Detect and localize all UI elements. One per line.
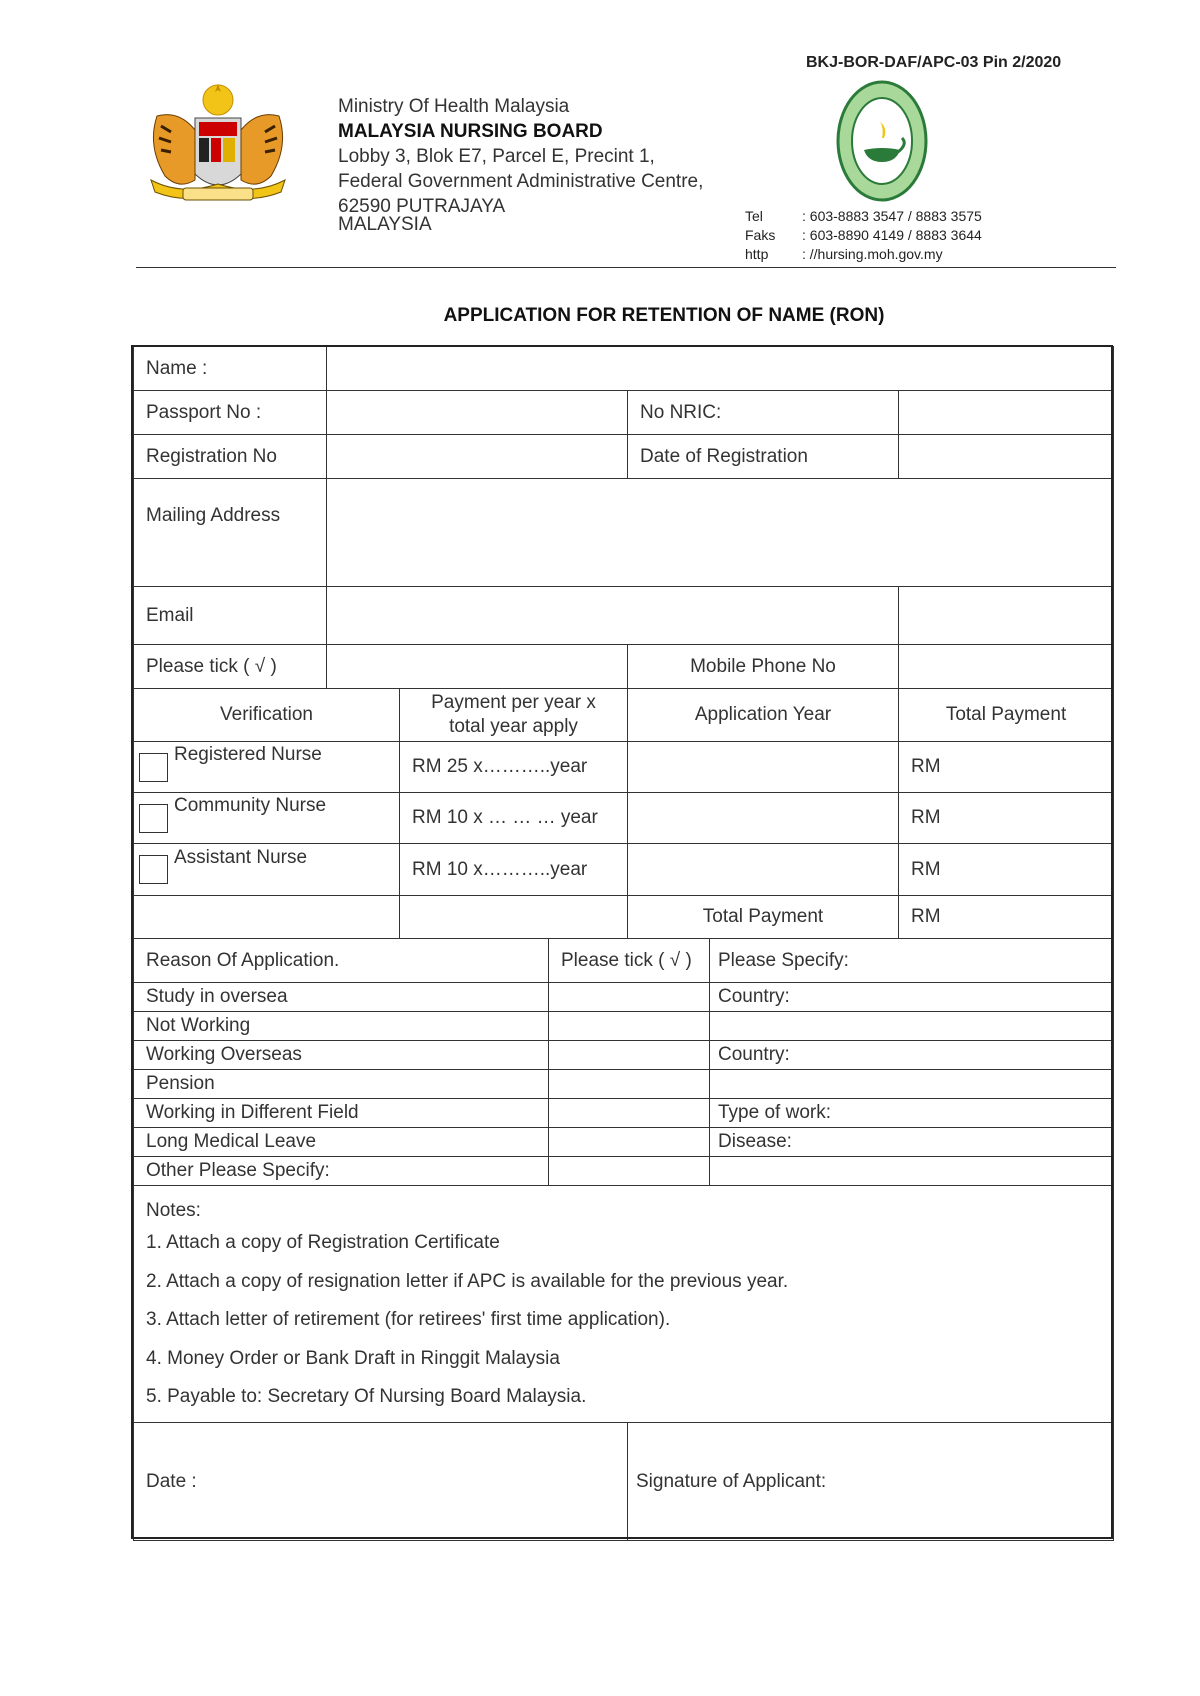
assistant-nurse-label: Assistant Nurse (174, 846, 308, 868)
reason-pension-tick[interactable] (549, 1070, 710, 1099)
application-year-header: Application Year (628, 689, 899, 742)
total-payment-header: Total Payment (899, 689, 1114, 742)
community-nurse-label: Community Nurse (174, 795, 327, 817)
address-line-4: MALAYSIA (338, 214, 432, 235)
reason-not-working: Not Working (134, 1012, 549, 1041)
contact-block (745, 207, 982, 264)
assistant-nurse-option[interactable] (134, 844, 400, 896)
date-field[interactable]: Date : (134, 1423, 628, 1541)
coat-of-arms-logo (143, 76, 293, 212)
community-nurse-year-input[interactable] (628, 793, 899, 844)
reason-medical-leave-specify[interactable]: Disease: (710, 1128, 1114, 1157)
mobile-phone-input[interactable] (899, 645, 1114, 689)
assistant-nurse-rate: RM 10 x………..year (400, 844, 628, 896)
email-input[interactable] (327, 587, 899, 645)
registered-nurse-year-input[interactable] (628, 742, 899, 793)
registered-nurse-option[interactable] (134, 742, 400, 793)
email-extra-cell[interactable] (899, 587, 1114, 645)
registered-nurse-total: RM (899, 742, 1114, 793)
registered-nurse-checkbox[interactable] (139, 753, 168, 782)
reason-medical-leave: Long Medical Leave (134, 1128, 549, 1157)
reason-working-overseas-tick[interactable] (549, 1041, 710, 1070)
name-input[interactable] (327, 347, 1114, 391)
reason-not-working-tick[interactable] (549, 1012, 710, 1041)
registration-date-input[interactable] (899, 435, 1114, 479)
application-form-table (133, 346, 1114, 1541)
signature-field[interactable]: Signature of Applicant: (628, 1423, 1114, 1541)
registered-nurse-label: Registered Nurse (174, 744, 322, 766)
note-item: 4. Money Order or Bank Draft in Ringgit Malaysia (146, 1347, 560, 1369)
reason-tick-header: Please tick ( √ ) (549, 939, 710, 983)
name-label: Name : (134, 347, 327, 391)
reason-different-field-specify[interactable]: Type of work: (710, 1099, 1114, 1128)
note-item: 5. Payable to: Secretary Of Nursing Board Malaysia. (146, 1386, 587, 1407)
reason-different-field: Working in Different Field (134, 1099, 549, 1128)
http-label: http (745, 246, 769, 262)
registration-no-label: Registration No (134, 435, 327, 479)
fax-label: Faks (745, 227, 776, 243)
passport-label: Passport No : (134, 391, 327, 435)
assistant-nurse-year-input[interactable] (628, 844, 899, 896)
registration-date-label: Date of Registration (628, 435, 899, 479)
mailing-address-input[interactable] (327, 479, 1114, 587)
ministry-name: Ministry Of Health Malaysia (338, 96, 570, 117)
total-row-blank-2 (400, 896, 628, 939)
nric-label: No NRIC: (628, 391, 899, 435)
notes-section (134, 1186, 1114, 1423)
total-payment-label: Total Payment (628, 896, 899, 939)
reason-other: Other Please Specify: (134, 1157, 549, 1186)
note-item: 3. Attach letter of retirement (for retirees' first time application). (146, 1309, 671, 1330)
community-nurse-checkbox[interactable] (139, 804, 168, 833)
reason-not-working-specify[interactable] (710, 1012, 1114, 1041)
reason-study-oversea-tick[interactable] (549, 983, 710, 1012)
form-title: APPLICATION FOR RETENTION OF NAME (RON) (443, 305, 885, 326)
reason-study-oversea: Study in oversea (134, 983, 549, 1012)
passport-input[interactable] (327, 391, 628, 435)
reason-header: Reason Of Application. (134, 939, 549, 983)
tick-input[interactable] (327, 645, 628, 689)
registration-no-input[interactable] (327, 435, 628, 479)
reason-other-specify[interactable] (710, 1157, 1114, 1186)
ministry-address-block (338, 94, 703, 234)
tel-value: : 603-8883 3547 / 8883 3575 (802, 208, 982, 224)
reason-working-overseas: Working Overseas (134, 1041, 549, 1070)
mailing-address-label: Mailing Address (134, 479, 327, 587)
total-payment-value: RM (899, 896, 1114, 939)
note-item: 2. Attach a copy of resignation letter if APC is available for the previous year. (146, 1270, 789, 1292)
document-code: BKJ-BOR-DAF/APC-03 Pin 2/2020 (806, 54, 1062, 71)
board-name: MALAYSIA NURSING BOARD (338, 121, 603, 142)
total-row-blank (134, 896, 400, 939)
reason-different-field-tick[interactable] (549, 1099, 710, 1128)
community-nurse-option[interactable] (134, 793, 400, 844)
reason-specify-header: Please Specify: (710, 939, 1114, 983)
community-nurse-rate: RM 10 x … … … year (400, 793, 628, 844)
note-item: 1. Attach a copy of Registration Certificate (146, 1232, 500, 1253)
mobile-phone-label: Mobile Phone No (628, 645, 899, 689)
reason-pension: Pension (134, 1070, 549, 1099)
header-divider (136, 267, 1116, 268)
registered-nurse-rate: RM 25 x………..year (400, 742, 628, 793)
address-line-2: Federal Government Administrative Centre, (338, 171, 704, 192)
nric-input[interactable] (899, 391, 1114, 435)
http-value: : //hursing.moh.gov.my (802, 246, 943, 262)
email-label: Email (134, 587, 327, 645)
reason-pension-specify[interactable] (710, 1070, 1114, 1099)
reason-working-overseas-specify[interactable]: Country: (710, 1041, 1114, 1070)
payment-rate-header: Payment per year x total year apply (400, 689, 628, 742)
fax-value: : 603-8890 4149 / 8883 3644 (802, 227, 982, 243)
nursing-board-seal-logo (836, 80, 928, 202)
tel-label: Tel (745, 208, 763, 224)
address-line-1: Lobby 3, Blok E7, Parcel E, Precint 1, (338, 146, 655, 167)
address-line-3: 62590 PUTRAJAYA (338, 196, 506, 217)
reason-other-tick[interactable] (549, 1157, 710, 1186)
reason-medical-leave-tick[interactable] (549, 1128, 710, 1157)
assistant-nurse-checkbox[interactable] (139, 855, 168, 884)
assistant-nurse-total: RM (899, 844, 1114, 896)
verification-header: Verification (134, 689, 400, 742)
community-nurse-total: RM (899, 793, 1114, 844)
reason-study-oversea-specify[interactable]: Country: (710, 983, 1114, 1012)
tick-label: Please tick ( √ ) (134, 645, 327, 689)
notes-heading: Notes: (146, 1200, 201, 1221)
